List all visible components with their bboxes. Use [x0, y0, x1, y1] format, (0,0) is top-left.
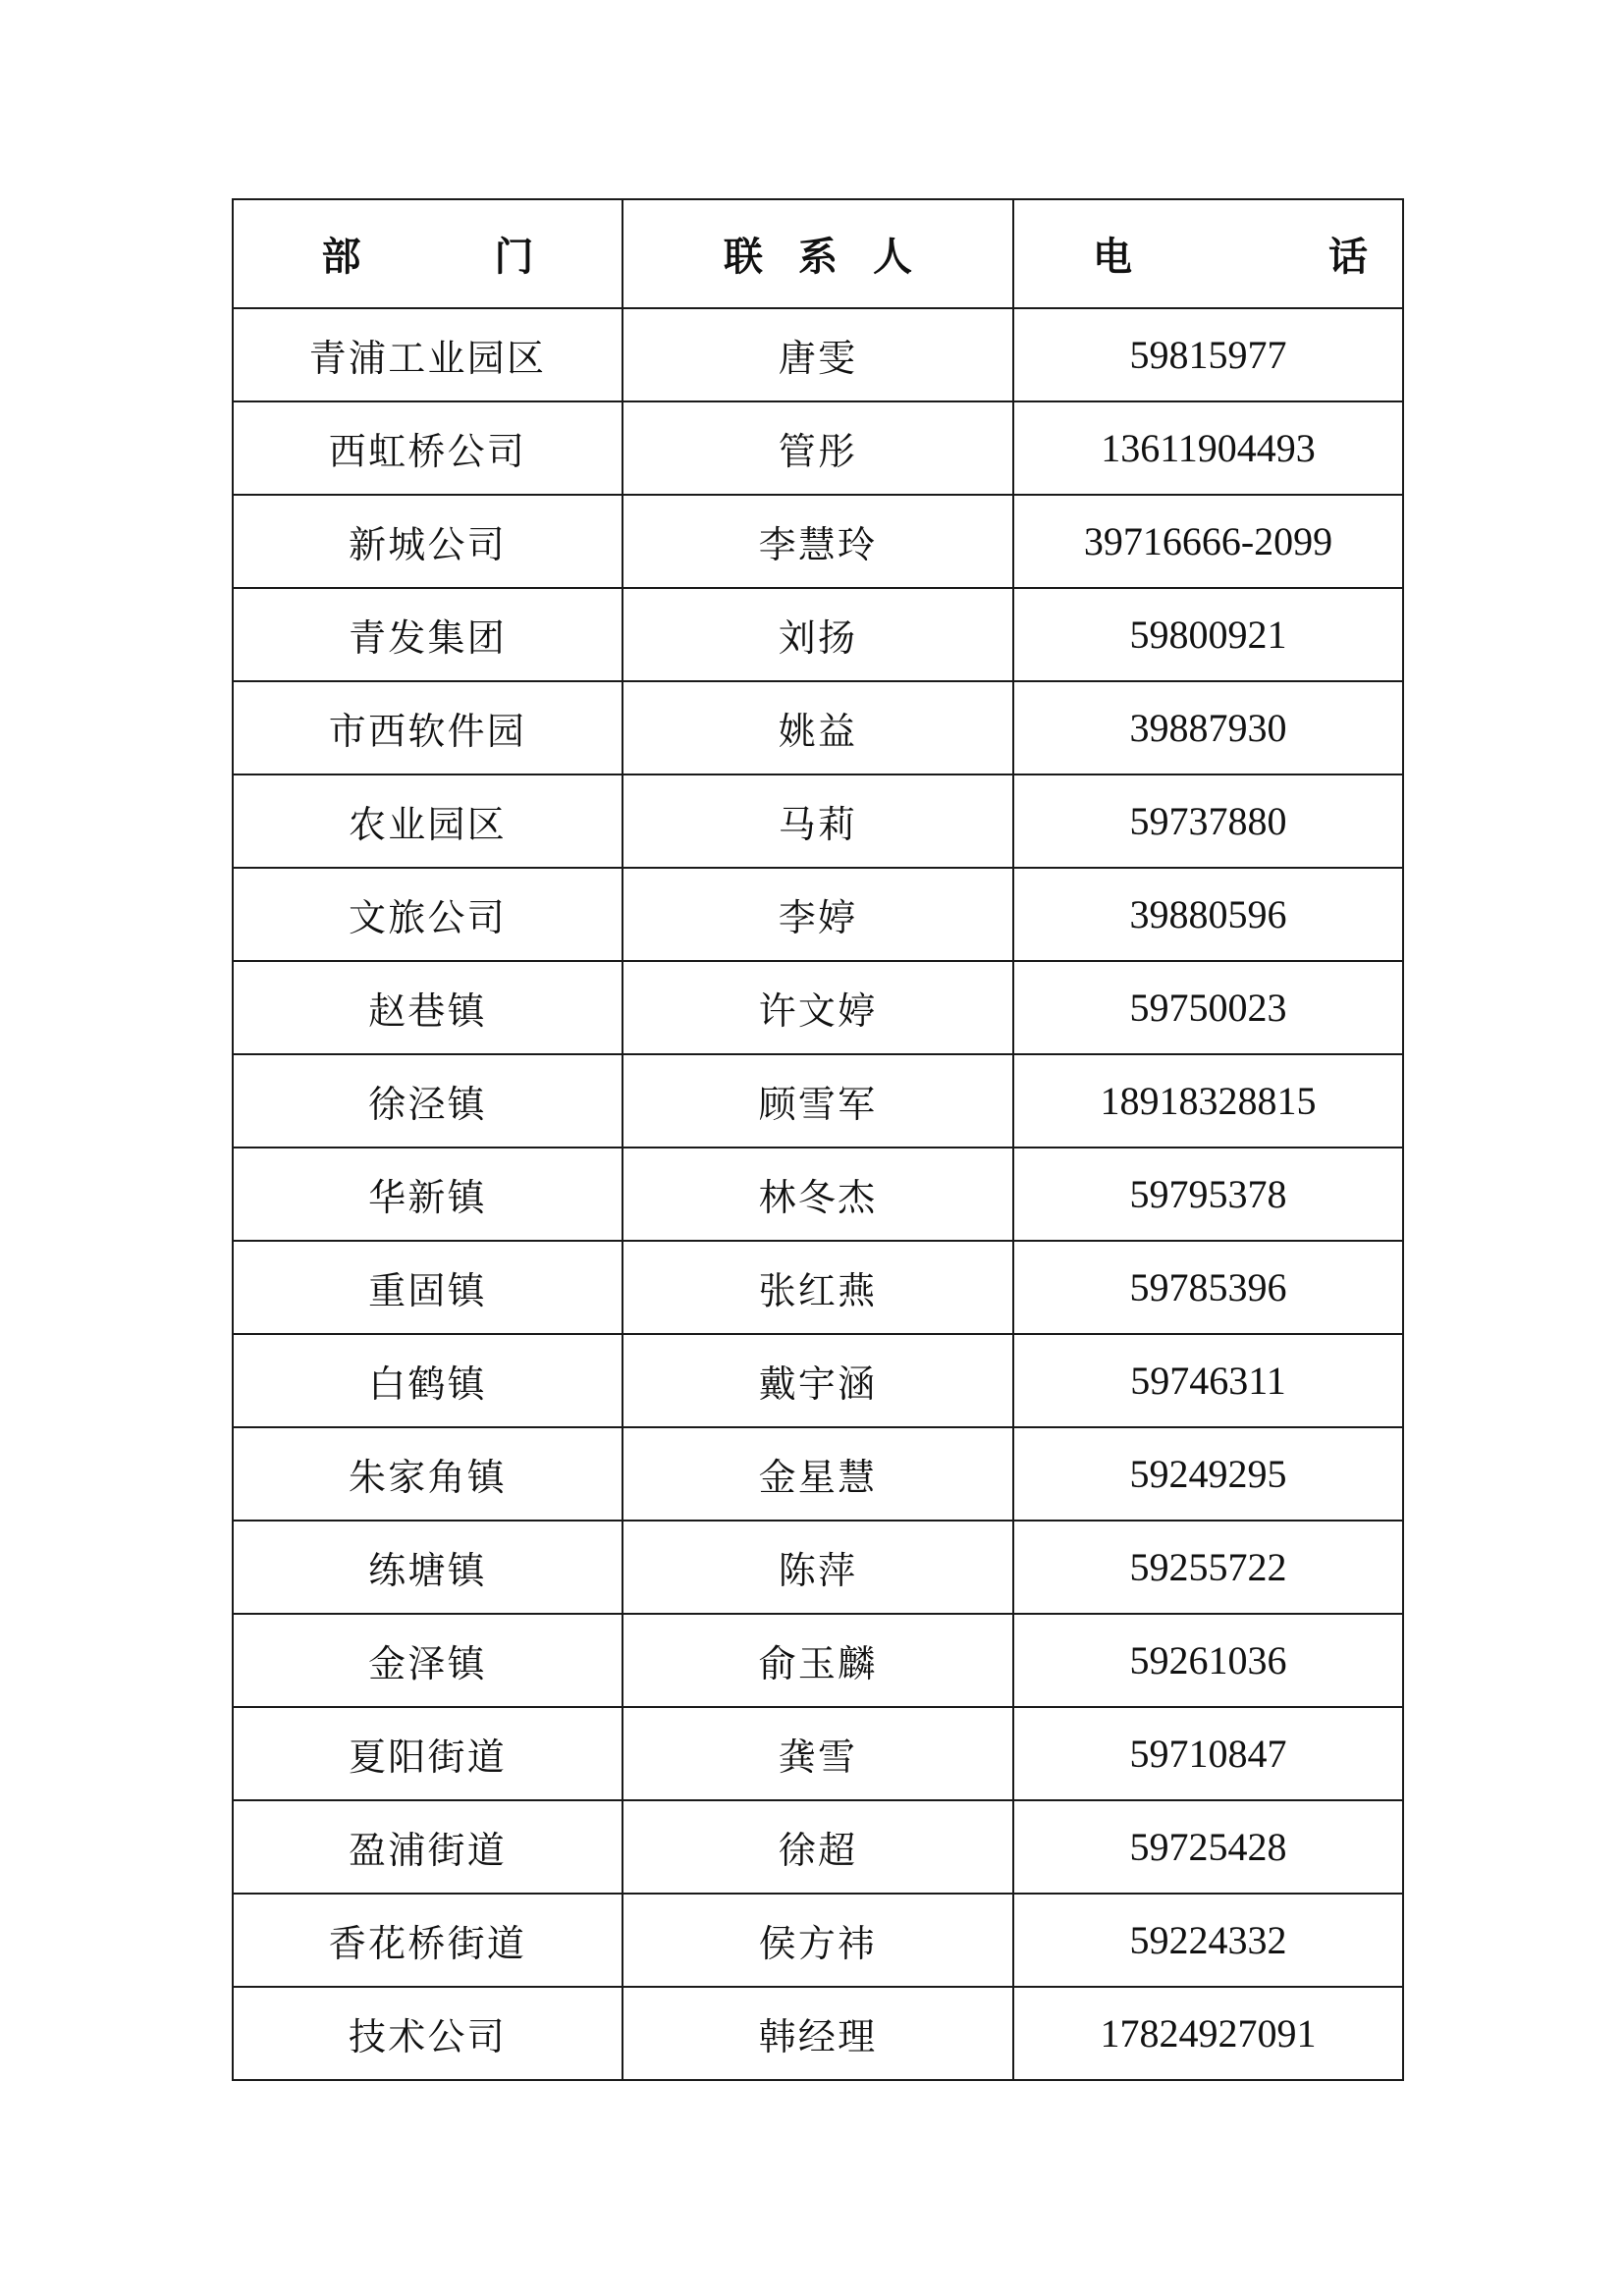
- department-cell: 金泽镇: [233, 1614, 623, 1707]
- table-row: [233, 1521, 1403, 1614]
- table-row: [233, 681, 1403, 774]
- table-row: [233, 774, 1403, 868]
- contact-cell: 戴宇涵: [623, 1334, 1013, 1427]
- phone-cell: 59750023: [1013, 961, 1403, 1054]
- department-cell: 青发集团: [233, 588, 623, 681]
- table-row: [233, 401, 1403, 495]
- table-row: [233, 1894, 1403, 1987]
- department-cell: 华新镇: [233, 1148, 623, 1241]
- table-row: [233, 1614, 1403, 1707]
- phone-cell: 59800921: [1013, 588, 1403, 681]
- phone-cell: 39716666-2099: [1013, 495, 1403, 588]
- table-row: [233, 308, 1403, 401]
- phone-cell: 18918328815: [1013, 1054, 1403, 1148]
- phone-cell: 59737880: [1013, 774, 1403, 868]
- table-row: [233, 1427, 1403, 1521]
- contact-cell: 徐超: [623, 1800, 1013, 1894]
- table-row: [233, 868, 1403, 961]
- contact-cell: 许文婷: [623, 961, 1013, 1054]
- contact-cell: 陈萍: [623, 1521, 1013, 1614]
- header-row: [233, 199, 1403, 308]
- table-header: [233, 199, 1446, 308]
- phone-cell: 17824927091: [1013, 1987, 1403, 2080]
- phone-cell: 59710847: [1013, 1707, 1403, 1800]
- contact-cell: 林冬杰: [623, 1148, 1013, 1241]
- contact-cell: 韩经理: [623, 1987, 1013, 2080]
- phone-cell: 59815977: [1013, 308, 1403, 401]
- table-row: [233, 1334, 1403, 1427]
- table-row: [233, 961, 1403, 1054]
- contact-cell: 李慧玲: [623, 495, 1013, 588]
- department-cell: 朱家角镇: [233, 1427, 623, 1521]
- department-cell: 青浦工业园区: [233, 308, 623, 401]
- department-cell: 文旅公司: [233, 868, 623, 961]
- table-row: [233, 1987, 1403, 2080]
- phone-cell: 59795378: [1013, 1148, 1403, 1241]
- department-cell: 农业园区: [233, 774, 623, 868]
- department-cell: 市西软件园: [233, 681, 623, 774]
- phone-cell: 59725428: [1013, 1800, 1403, 1894]
- header-contact-label: 联系人: [724, 234, 947, 280]
- department-cell: 夏阳街道: [233, 1707, 623, 1800]
- phone-cell: 59249295: [1013, 1427, 1403, 1521]
- phone-cell: 13611904493: [1013, 401, 1403, 495]
- contact-cell: 刘扬: [623, 588, 1013, 681]
- phone-cell: 59261036: [1013, 1614, 1403, 1707]
- header-contact: [623, 199, 1013, 308]
- department-cell: 盈浦街道: [233, 1800, 623, 1894]
- department-cell: 技术公司: [233, 1987, 623, 2080]
- contact-cell: 侯方祎: [623, 1894, 1013, 1987]
- department-cell: 重固镇: [233, 1241, 623, 1334]
- contact-cell: 唐雯: [623, 308, 1013, 401]
- header-phone: [1013, 199, 1446, 308]
- contact-cell: 马莉: [623, 774, 1013, 868]
- contact-cell: 金星慧: [623, 1427, 1013, 1521]
- contact-cell: 管彤: [623, 401, 1013, 495]
- table-row: [233, 1707, 1403, 1800]
- contact-cell: 李婷: [623, 868, 1013, 961]
- table-row: [233, 588, 1403, 681]
- department-cell: 西虹桥公司: [233, 401, 623, 495]
- header-department-label: 部 门: [321, 234, 581, 280]
- department-cell: 赵巷镇: [233, 961, 623, 1054]
- contact-table: [232, 198, 1446, 2081]
- department-cell: 白鹤镇: [233, 1334, 623, 1427]
- phone-cell: 59785396: [1013, 1241, 1403, 1334]
- phone-cell: 59746311: [1013, 1334, 1403, 1427]
- contact-table-container: [232, 198, 1446, 2081]
- contact-cell: 俞玉麟: [623, 1614, 1013, 1707]
- table-row: [233, 1054, 1403, 1148]
- contact-cell: 张红燕: [623, 1241, 1013, 1334]
- department-cell: 新城公司: [233, 495, 623, 588]
- contact-cell: 顾雪军: [623, 1054, 1013, 1148]
- phone-cell: 59224332: [1013, 1894, 1403, 1987]
- table-row: [233, 1241, 1403, 1334]
- table-body: [233, 308, 1403, 2080]
- contact-cell: 龚雪: [623, 1707, 1013, 1800]
- table-row: [233, 1800, 1403, 1894]
- department-cell: 练塘镇: [233, 1521, 623, 1614]
- phone-cell: 39880596: [1013, 868, 1403, 961]
- table-row: [233, 1148, 1403, 1241]
- header-phone-label: 电 话: [1093, 234, 1446, 280]
- phone-cell: 39887930: [1013, 681, 1403, 774]
- department-cell: 徐泾镇: [233, 1054, 623, 1148]
- table-row: [233, 495, 1403, 588]
- department-cell: 香花桥街道: [233, 1894, 623, 1987]
- header-department: [233, 199, 623, 308]
- phone-cell: 59255722: [1013, 1521, 1403, 1614]
- contact-cell: 姚益: [623, 681, 1013, 774]
